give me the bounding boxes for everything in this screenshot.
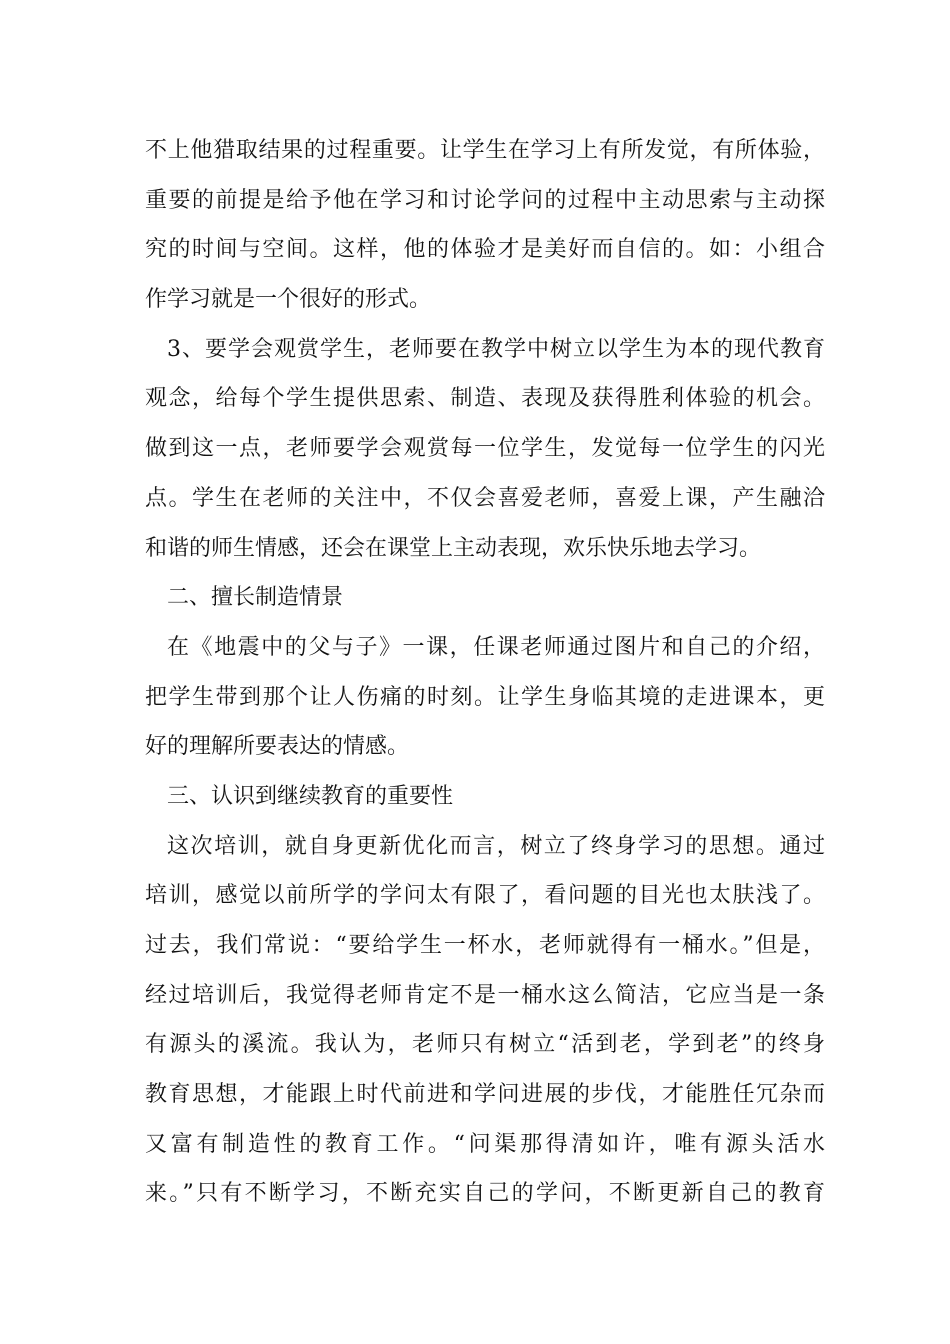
paragraph-start-line: 这次培训，就自身更新优化而言，树立了终身学习的思想。通过: [167, 833, 825, 859]
paragraph-start-line: 在《地震中的父与子》一课，任课老师通过图片和自己的介绍，: [167, 634, 825, 660]
text-line: 观念，给每个学生提供思索、制造、表现及获得胜利体验的机会。: [145, 386, 825, 412]
text-line: 过去，我们常说：“要给学生一杯水，老师就得有一桶水。”但是，: [145, 933, 825, 958]
section-heading: 三、认识到继续教育的重要性: [167, 783, 454, 809]
text-line: 有源头的溪流。我认为，老师只有树立“活到老，学到老”的终身: [145, 1032, 825, 1058]
text-line: 重要的前提是给予他在学习和讨论学问的过程中主动思索与主动探: [145, 187, 825, 213]
text-line: 好的理解所要表达的情感。: [145, 734, 410, 760]
text-line: 培训，感觉以前所学的学问太有限了，看问题的目光也太肤浅了。: [145, 883, 825, 909]
section-heading: 二、擅长制造情景: [167, 585, 344, 611]
text-line: 教育思想，才能跟上时代前进和学问进展的步伐，才能胜任冗杂而: [145, 1082, 825, 1108]
text-line: 点。学生在老师的关注中，不仅会喜爱老师，喜爱上课，产生融洽: [145, 485, 825, 511]
text-line: 不上他猎取结果的过程重要。让学生在学习上有所发觉，有所体验，: [145, 138, 825, 163]
text-line: 又富有制造性的教育工作。“问渠那得清如许，唯有源头活水: [145, 1131, 825, 1157]
paragraph-start-line: 3、要学会观赏学生，老师要在教学中树立以学生为本的现代教育: [167, 336, 825, 362]
text-line: 作学习就是一个很好的形式。: [145, 287, 432, 313]
text-line: 来。”只有不断学习，不断充实自己的学问，不断更新自己的教育: [145, 1181, 825, 1207]
text-line: 做到这一点，老师要学会观赏每一位学生，发觉每一位学生的闪光: [145, 436, 825, 462]
body-text: [145, 126, 825, 1219]
text-line: 把学生带到那个让人伤痛的时刻。让学生身临其境的走进课本，更: [145, 684, 825, 710]
text-line: 经过培训后，我觉得老师肯定不是一桶水这么简洁，它应当是一条: [145, 982, 825, 1008]
text-line: 究的时间与空间。这样，他的体验才是美好而自信的。如：小组合: [145, 237, 825, 263]
text-line: 和谐的师生情感，还会在课堂上主动表现，欢乐快乐地去学习。: [145, 535, 762, 561]
